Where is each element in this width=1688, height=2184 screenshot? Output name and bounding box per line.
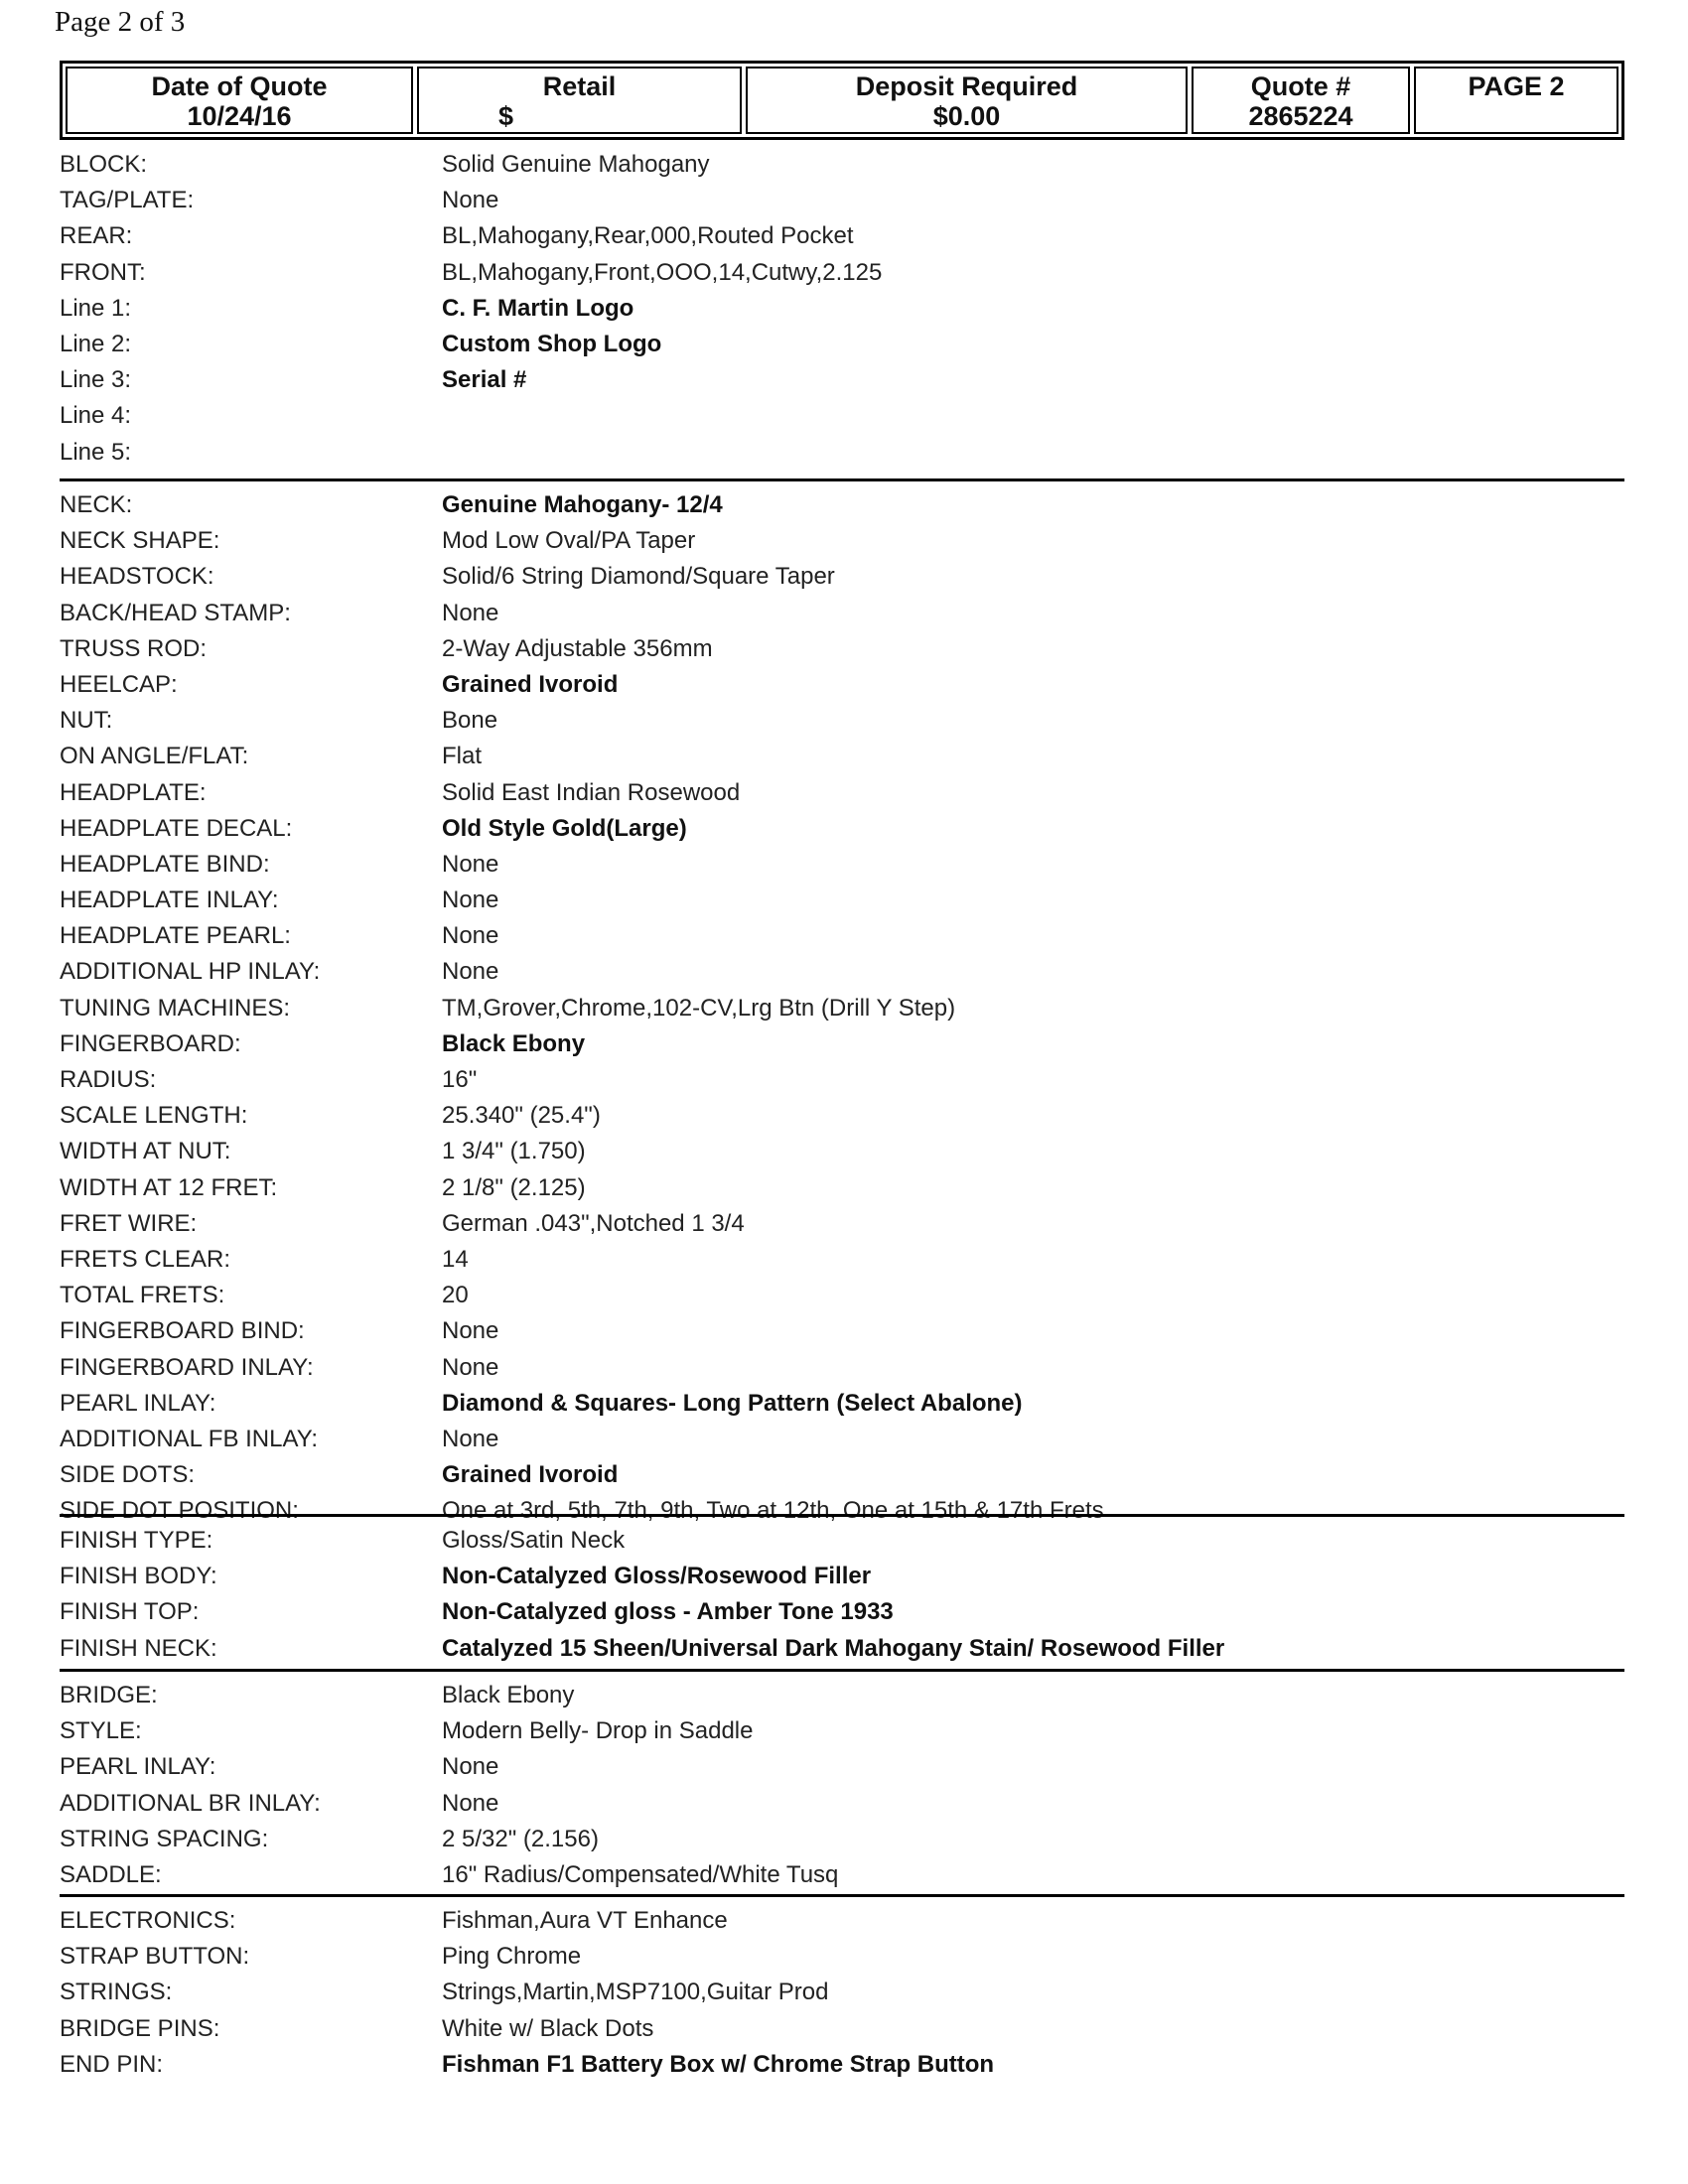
spec-row <box>60 703 1624 739</box>
spec-value: None <box>442 1425 499 1452</box>
spec-label: STRAP BUTTON: <box>60 1943 250 1971</box>
quote-header-table <box>60 61 1624 140</box>
spec-row <box>60 1939 1624 1975</box>
spec-row <box>60 1903 1624 1939</box>
spec-row <box>60 1313 1624 1349</box>
spec-label: BLOCK: <box>60 151 148 178</box>
spec-label: STRINGS: <box>60 1979 173 2006</box>
spec-label: SCALE LENGTH: <box>60 1102 248 1130</box>
spec-row <box>60 1062 1624 1098</box>
spec-label: Line 4: <box>60 402 132 430</box>
spec-row <box>60 2047 1624 2083</box>
spec-label: NECK SHAPE: <box>60 527 220 555</box>
spec-label: Line 5: <box>60 438 132 466</box>
spec-label: STYLE: <box>60 1717 142 1745</box>
spec-value: Solid East Indian Rosewood <box>442 778 741 806</box>
date-of-quote-label: Date of Quote <box>151 71 328 101</box>
spec-label: FINGERBOARD: <box>60 1029 241 1057</box>
spec-label: END PIN: <box>60 2050 164 2078</box>
spec-label: HEADPLATE INLAY: <box>60 887 279 914</box>
spec-row <box>60 775 1624 811</box>
spec-row <box>60 1206 1624 1242</box>
spec-label: ADDITIONAL FB INLAY: <box>60 1425 319 1452</box>
spec-value: Solid Genuine Mahogany <box>442 151 710 178</box>
section-divider <box>60 1894 1624 1897</box>
spec-row <box>60 739 1624 774</box>
spec-label: Line 3: <box>60 366 132 394</box>
spec-label: HEADPLATE: <box>60 778 207 806</box>
spec-value: 1 3/4" (1.750) <box>442 1138 586 1165</box>
spec-row <box>60 1559 1624 1594</box>
spec-label: WIDTH AT NUT: <box>60 1138 231 1165</box>
spec-row <box>60 1822 1624 1857</box>
deposit-required-cell <box>746 67 1188 134</box>
spec-value: 16" <box>442 1066 478 1093</box>
spec-label: SIDE DOT POSITION: <box>60 1497 299 1525</box>
deposit-required-label: Deposit Required <box>855 71 1078 101</box>
spec-row <box>60 1523 1624 1559</box>
spec-value: None <box>442 1753 499 1781</box>
spec-label: FRONT: <box>60 258 146 286</box>
spec-row <box>60 1026 1624 1062</box>
spec-label: FRETS CLEAR: <box>60 1245 231 1273</box>
spec-value: None <box>442 887 499 914</box>
spec-value: None <box>442 850 499 878</box>
spec-value: White w/ Black Dots <box>442 2014 654 2042</box>
spec-row <box>60 1098 1624 1134</box>
spec-label: BRIDGE: <box>60 1682 158 1708</box>
spec-value: Diamond & Squares- Long Pattern (Select Abalone) <box>442 1389 1023 1417</box>
spec-value: Modern Belly- Drop in Saddle <box>442 1717 754 1745</box>
spec-value: Grained Ivoroid <box>442 670 619 698</box>
spec-row <box>60 1713 1624 1749</box>
spec-label: PEARL INLAY: <box>60 1753 216 1781</box>
spec-value: 2 1/8" (2.125) <box>442 1173 586 1201</box>
spec-value: Genuine Mahogany- 12/4 <box>442 491 723 518</box>
spec-label: FINISH BODY: <box>60 1563 217 1590</box>
spec-value: Non-Catalyzed Gloss/Rosewood Filler <box>442 1563 872 1590</box>
spec-label: NECK: <box>60 491 133 518</box>
deposit-required-value: $0.00 <box>932 101 1001 131</box>
spec-value: Ping Chrome <box>442 1943 582 1971</box>
spec-label: ELECTRONICS: <box>60 1907 236 1934</box>
spec-value: None <box>442 958 499 986</box>
spec-value: German .043",Notched 1 3/4 <box>442 1209 745 1237</box>
date-of-quote-cell <box>66 67 413 134</box>
spec-value: None <box>442 922 499 950</box>
spec-row <box>60 1350 1624 1386</box>
spec-row <box>60 667 1624 703</box>
spec-row <box>60 435 1624 471</box>
spec-label: FINISH TOP: <box>60 1598 200 1626</box>
spec-row <box>60 1457 1624 1493</box>
spec-value: BL,Mahogany,Front,OOO,14,Cutwy,2.125 <box>442 258 883 286</box>
spec-value: Non-Catalyzed gloss - Amber Tone 1933 <box>442 1598 894 1626</box>
spec-value: Bone <box>442 707 498 735</box>
spec-label: ON ANGLE/FLAT: <box>60 743 249 770</box>
spec-row <box>60 991 1624 1026</box>
spec-value: None <box>442 1353 499 1381</box>
spec-section <box>60 147 1624 471</box>
date-of-quote-value: 10/24/16 <box>187 101 292 131</box>
spec-row <box>60 398 1624 434</box>
spec-label: TOTAL FRETS: <box>60 1282 225 1309</box>
quote-number-value: 2865224 <box>1248 101 1353 131</box>
spec-value: 14 <box>442 1245 469 1273</box>
spec-row <box>60 523 1624 559</box>
spec-row <box>60 1594 1624 1630</box>
spec-row <box>60 954 1624 990</box>
spec-label: FINISH NECK: <box>60 1634 217 1662</box>
spec-value: 2 5/32" (2.156) <box>442 1825 599 1852</box>
spec-row <box>60 883 1624 918</box>
spec-value: One at 3rd, 5th, 7th, 9th, Two at 12th, One at 15th & 17th Frets <box>442 1497 1104 1525</box>
spec-label: REAR: <box>60 222 133 250</box>
spec-label: ADDITIONAL HP INLAY: <box>60 958 321 986</box>
spec-row <box>60 1749 1624 1785</box>
spec-label: STRING SPACING: <box>60 1825 269 1852</box>
spec-value: Solid/6 String Diamond/Square Taper <box>442 563 835 591</box>
spec-label: Line 2: <box>60 330 132 357</box>
spec-value: Serial # <box>442 366 527 394</box>
spec-row <box>60 631 1624 667</box>
spec-value: Grained Ivoroid <box>442 1461 619 1489</box>
spec-row <box>60 918 1624 954</box>
spec-row <box>60 291 1624 327</box>
spec-row <box>60 327 1624 362</box>
spec-row <box>60 1422 1624 1457</box>
spec-value: Flat <box>442 743 483 770</box>
spec-value: 16" Radius/Compensated/White Tusq <box>442 1860 839 1888</box>
quote-number-label: Quote # <box>1250 71 1351 101</box>
spec-section <box>60 1678 1624 1893</box>
retail-value: $ <box>498 101 514 131</box>
spec-label: Line 1: <box>60 294 132 322</box>
spec-value: None <box>442 1789 499 1817</box>
spec-row <box>60 362 1624 398</box>
spec-label: RADIUS: <box>60 1066 157 1093</box>
spec-label: FRET WIRE: <box>60 1209 198 1237</box>
spec-row <box>60 811 1624 847</box>
spec-section <box>60 1523 1624 1667</box>
spec-value: Mod Low Oval/PA Taper <box>442 527 696 555</box>
spec-value: Strings,Martin,MSP7100,Guitar Prod <box>442 1979 829 2006</box>
spec-label: HEADPLATE PEARL: <box>60 922 291 950</box>
spec-row <box>60 147 1624 183</box>
spec-label: FINGERBOARD BIND: <box>60 1317 305 1345</box>
spec-label: FINISH TYPE: <box>60 1527 213 1554</box>
spec-row <box>60 487 1624 523</box>
spec-value: None <box>442 599 499 626</box>
spec-label: TAG/PLATE: <box>60 187 195 214</box>
spec-row <box>60 218 1624 254</box>
spec-row <box>60 847 1624 883</box>
spec-row <box>60 1786 1624 1822</box>
spec-value: TM,Grover,Chrome,102-CV,Lrg Btn (Drill Y Step) <box>442 994 956 1022</box>
spec-label: BACK/HEAD STAMP: <box>60 599 291 626</box>
page-number: Page 2 of 3 <box>55 6 186 38</box>
section-divider <box>60 478 1624 481</box>
spec-value: Fishman F1 Battery Box w/ Chrome Strap Button <box>442 2050 995 2078</box>
spec-value: 20 <box>442 1282 469 1309</box>
spec-label: TUNING MACHINES: <box>60 994 291 1022</box>
spec-label: PEARL INLAY: <box>60 1389 216 1417</box>
spec-label: HEADPLATE BIND: <box>60 850 270 878</box>
spec-label: ADDITIONAL BR INLAY: <box>60 1789 321 1817</box>
spec-row <box>60 1857 1624 1893</box>
spec-value: Gloss/Satin Neck <box>442 1527 626 1554</box>
spec-value: Catalyzed 15 Sheen/Universal Dark Mahogany Stain/ Rosewood Filler <box>442 1634 1225 1662</box>
spec-row <box>60 1631 1624 1667</box>
spec-row <box>60 559 1624 595</box>
section-divider <box>60 1514 1624 1517</box>
spec-label: HEADPLATE DECAL: <box>60 814 293 842</box>
spec-value: Black Ebony <box>442 1029 586 1057</box>
spec-row <box>60 1678 1624 1713</box>
spec-value: Old Style Gold(Large) <box>442 814 687 842</box>
spec-row <box>60 596 1624 631</box>
spec-label: SIDE DOTS: <box>60 1461 196 1489</box>
spec-value: None <box>442 1317 499 1345</box>
spec-row <box>60 183 1624 218</box>
spec-row <box>60 1386 1624 1422</box>
spec-value: BL,Mahogany,Rear,000,Routed Pocket <box>442 222 854 250</box>
page-cell <box>1414 67 1618 134</box>
quote-number-cell <box>1192 67 1410 134</box>
section-divider <box>60 1669 1624 1672</box>
spec-label: WIDTH AT 12 FRET: <box>60 1173 278 1201</box>
spec-section <box>60 1903 1624 2083</box>
spec-label: TRUSS ROD: <box>60 634 208 662</box>
spec-label: NUT: <box>60 707 113 735</box>
spec-value: Black Ebony <box>442 1682 575 1708</box>
spec-label: FINGERBOARD INLAY: <box>60 1353 314 1381</box>
spec-value: C. F. Martin Logo <box>442 294 634 322</box>
spec-value: None <box>442 187 499 214</box>
spec-row <box>60 1278 1624 1313</box>
spec-row <box>60 1242 1624 1278</box>
spec-label: HEADSTOCK: <box>60 563 214 591</box>
retail-cell <box>417 67 742 134</box>
spec-row <box>60 1170 1624 1206</box>
spec-row <box>60 1975 1624 2010</box>
spec-value: 2-Way Adjustable 356mm <box>442 634 713 662</box>
spec-row <box>60 255 1624 291</box>
retail-label: Retail <box>542 71 617 101</box>
page-cell-label: PAGE 2 <box>1468 71 1565 101</box>
spec-section <box>60 487 1624 1529</box>
spec-value: 25.340" (25.4") <box>442 1102 601 1130</box>
spec-value: Custom Shop Logo <box>442 330 662 357</box>
spec-row <box>60 1134 1624 1169</box>
spec-label: HEELCAP: <box>60 670 178 698</box>
spec-label: SADDLE: <box>60 1860 162 1888</box>
spec-label: BRIDGE PINS: <box>60 2014 220 2042</box>
spec-value: Fishman,Aura VT Enhance <box>442 1907 728 1934</box>
spec-row <box>60 2011 1624 2047</box>
